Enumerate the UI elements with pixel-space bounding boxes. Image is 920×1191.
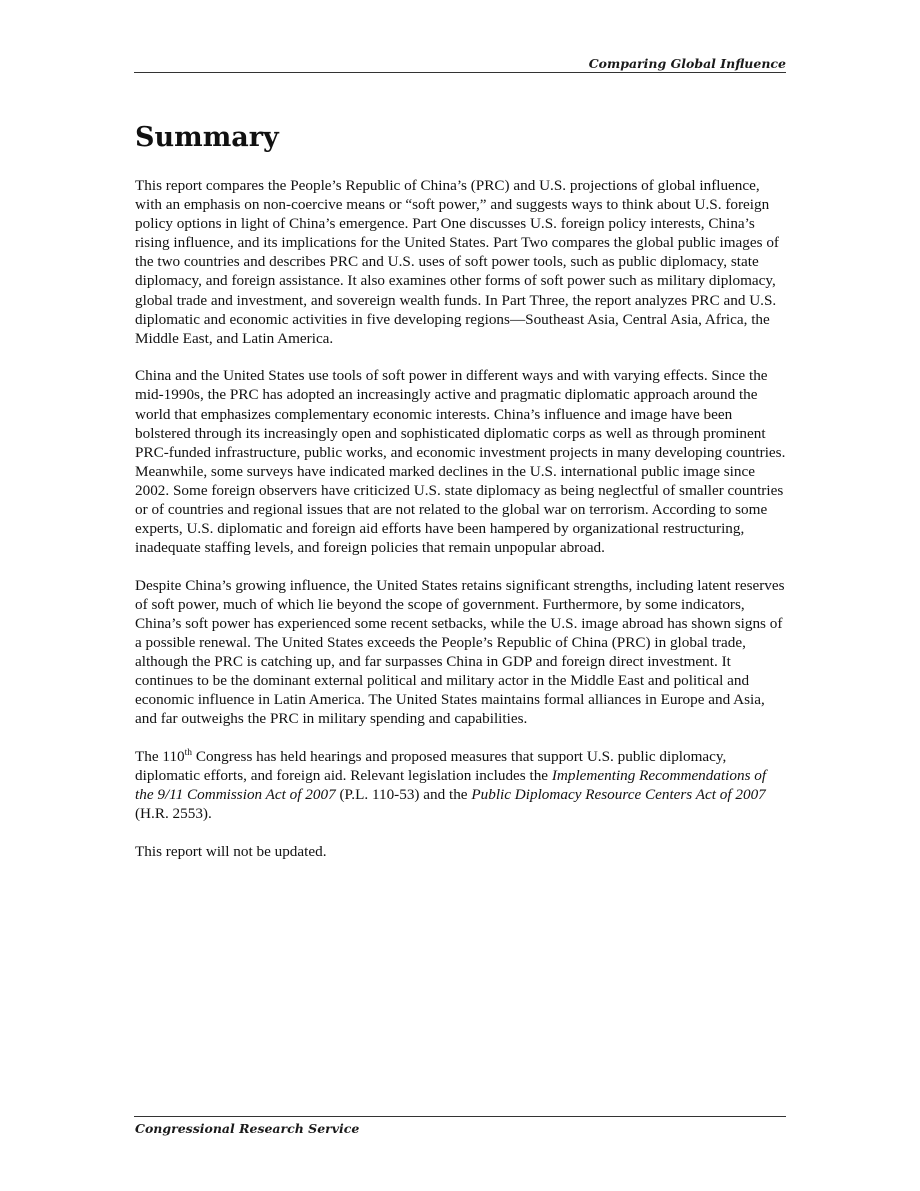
running-footer: Congressional Research Service	[135, 1121, 360, 1136]
paragraph-1: This report compares the People’s Republic of China’s (PRC) and U.S. projections of global influence, with an emphasis on non-coercive means or “soft power,” and suggests ways to think about U.S. foreign policy options in light of China’s emergence. Part One discusses U.S. foreign policy interests, China’s rising influence, and its implications for the United States. Part Two compares the global public images of the two countries and describes PRC and U.S. uses of soft power tools, such as public diplomacy, state diplomacy, and foreign assistance. It also examines other forms of soft power such as military diplomacy, global trade and investment, and sovereign wealth funds. In Part Three, the report analyzes PRC and U.S. diplomatic and economic activities in five developing regions—Southeast Asia, Central Asia, Africa, the Middle East, and Latin America.	[135, 177, 779, 347]
paragraph-4	[135, 747, 787, 823]
p4-text-1: The 110	[135, 748, 185, 766]
running-header: Comparing Global Influence	[588, 56, 786, 71]
p4-text-3: (P.L. 110-53) and the	[335, 786, 472, 804]
summary-body	[135, 176, 787, 880]
ordinal-superscript: th	[184, 748, 193, 759]
p4-text-4: (H.R. 2553).	[135, 805, 212, 823]
paragraph-5: This report will not be updated.	[135, 842, 327, 860]
page-title: Summary	[135, 122, 279, 153]
p4-text-2: Congress has held hearings and proposed measures that support U.S. public diplomacy, diplomatic efforts, and foreign aid. Relevant legislation includes the	[135, 748, 727, 785]
footer-rule	[134, 1116, 786, 1117]
paragraph-2: China and the United States use tools of soft power in different ways and with varying effects. Since the mid-1990s, the PRC has adopted an increasingly active and pragmatic diplomatic approach around the world that emphasizes complementary economic interests. China’s influence and image have been bolstered through its increasingly open and sophisticated diplomatic corps as well as through prominent PRC-funded infrastructure, public works, and economic investment projects in many developing countries. Meanwhile, some surveys have indicated marked declines in the U.S. international public image since 2002. Some foreign observers have criticized U.S. state diplomacy as being neglectful of smaller countries or of countries and regional issues that are not related to the global war on terrorism. According to some experts, U.S. diplomatic and foreign aid efforts have been hampered by organizational restructuring, inadequate staffing levels, and foreign policies that remain unpopular abroad.	[135, 367, 786, 557]
act-title-public-diplomacy: Public Diplomacy Resource Centers Act of 2007	[471, 786, 766, 804]
header-rule	[134, 72, 786, 73]
act-title-911: Implementing Recommendations of the 9/11 Commission Act of 2007	[135, 767, 767, 804]
paragraph-3: Despite China’s growing influence, the United States retains significant strengths, including latent reserves of soft power, much of which lie beyond the scope of government. Furthermore, by some indicators, China’s soft power has experienced some recent setbacks, while the U.S. image abroad has shown signs of a possible renewal. The United States exceeds the People’s Republic of China (PRC) in global trade, although the PRC is catching up, and far surpasses China in GDP and foreign direct investment. It continues to be the dominant external political and military actor in the Middle East and political and economic influence in Latin America. The United States maintains formal alliances in Europe and Asia, and far outweighs the PRC in military spending and capabilities.	[135, 576, 785, 728]
